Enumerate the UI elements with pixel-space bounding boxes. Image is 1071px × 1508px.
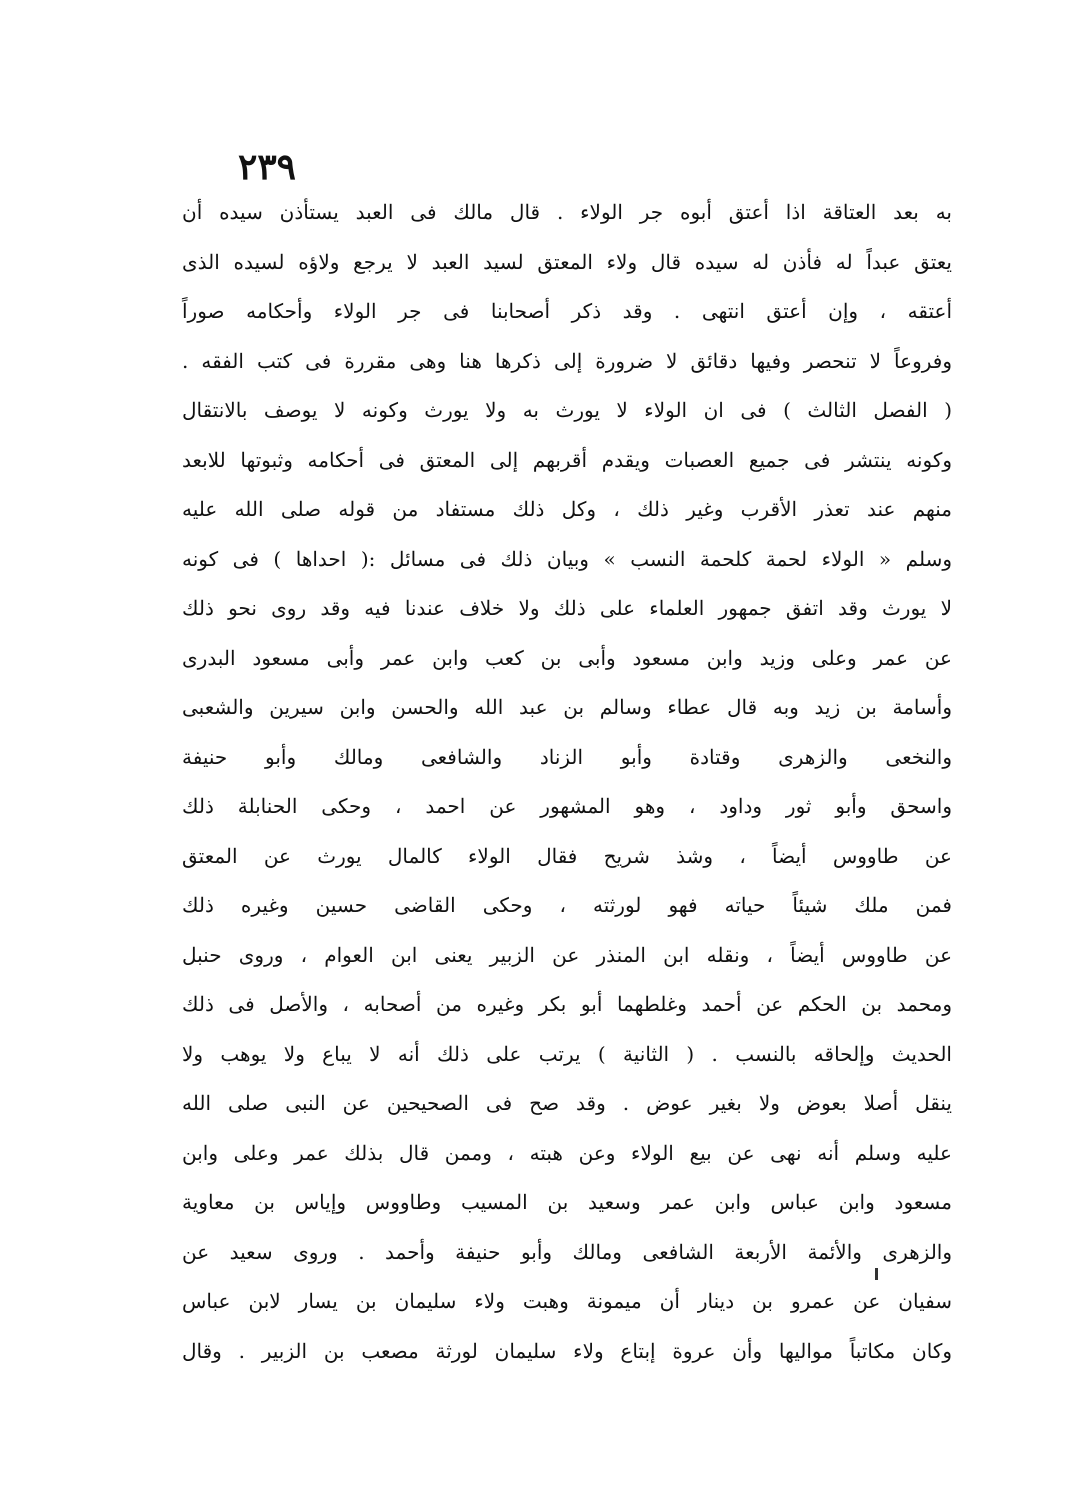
text-line: منهم عند تعذر الأقرب وغير ذلك ، وكل ذلك مستفاد من قوله صلى الله عليه bbox=[182, 497, 952, 521]
section-heading-line: ( الفصل الثالث ) فى ان الولاء لا يورث به ولا يورث وكونه لا يوصف بالانتقال bbox=[182, 398, 953, 422]
text-line: وأسامة بن زيد وبه قال عطاء وسالم بن عبد الله والحسن وابن سيرين والشعبى bbox=[182, 695, 952, 719]
text-line: والزهرى والأئمة الأربعة الشافعى ومالك وأبو حنيفة وأحمد . وروى سعيد عن bbox=[182, 1239, 953, 1264]
body-text bbox=[182, 188, 952, 1376]
text-line: أعتقه ، وإن أعتق انتهى . وقد ذكر أصحابنا فى جر الولاء وأحكامه صوراً bbox=[182, 299, 953, 323]
text-line: سفيان عن عمرو بن دينار أن ميمونة وهبت ولاء سليمان بن يسار لابن عباس bbox=[182, 1289, 952, 1313]
text-line: يعتق عبداً له فأذن له سيده قال ولاء المعتق لسيد العبد لا يرجع ولاؤه لسيده الذى bbox=[182, 249, 952, 274]
page-number: ٢٣٩ bbox=[238, 146, 297, 188]
text-line: الحديث وإلحاقه بالنسب . ( الثانية ) يرتب على ذلك أنه لا يباع ولا يوهب ولا bbox=[182, 1041, 952, 1066]
text-line: وفروعاً لا تنحصر وفيها دقائق لا ضرورة إلى ذكرها هنا وهى مقررة فى كتب الفقه . bbox=[182, 348, 952, 373]
text-line: عليه وسلم أنه نهى عن بيع الولاء وعن هبته ، وممن قال بذلك عمر وعلى وابن bbox=[182, 1140, 952, 1165]
text-line: عن طاووس أيضاً ، ونقله ابن المنذر عن الزبير يعنى ابن العوام ، وروى حنبل bbox=[182, 942, 952, 967]
text-line: واسحق وأبو ثور وداود ، وهو المشهور عن احمد ، وحكى الحنابلة ذلك bbox=[182, 794, 952, 818]
scan-artifact-mark bbox=[875, 1268, 878, 1280]
text-line: وكان مكاتباً مواليها وأن عروة إبتاع ولاء سليمان لورثة مصعب بن الزبير . وقال bbox=[182, 1338, 952, 1363]
text-line: عن عمر وعلى وزيد وابن مسعود وأبى بن كعب وابن عمر وأبى مسعود البدرى bbox=[182, 645, 952, 670]
text-line: به بعد العتاقة اذا أعتق أبوه جر الولاء . قال مالك فى العبد يستأذن سيده أن bbox=[182, 200, 952, 224]
text-line: عن طاووس أيضاً ، وشذ شريح فقال الولاء كالمال يورث عن المعتق bbox=[182, 843, 952, 868]
text-line: والنخعى والزهرى وقتادة وأبو الزناد والشافعى ومالك وأبو حنيفة bbox=[182, 744, 952, 769]
text-line: ومحمد بن الحكم عن أحمد وغلطهما أبو بكر وغيره من أصحابه ، والأصل فى ذلك bbox=[182, 992, 952, 1016]
text-line: وكونه ينتشر فى جميع العصبات ويقدم أقربهم إلى المعتق فى أحكامه وثبوتها للابعد bbox=[182, 447, 952, 472]
text-line: فمن ملك شيئاً حياته فهو لورثته ، وحكى القاضى حسين وغيره ذلك bbox=[182, 893, 952, 917]
text-line: وسلم « الولاء لحمة كلحمة النسب » وبيان ذلك فى مسائل :( احداها ) فى كونه bbox=[182, 546, 952, 571]
text-line: مسعود وابن عباس وابن عمر وسعيد بن المسيب وطاووس وإياس بن معاوية bbox=[182, 1190, 952, 1214]
text-line: ينقل أصلا بعوض ولا بغير عوض . وقد صح فى الصحيحين عن النبى صلى الله bbox=[182, 1091, 952, 1115]
text-line: لا يورث وقد اتفق جمهور العلماء على ذلك ولا خلاف عندنا فيه وقد روى نحو ذلك bbox=[182, 596, 952, 620]
